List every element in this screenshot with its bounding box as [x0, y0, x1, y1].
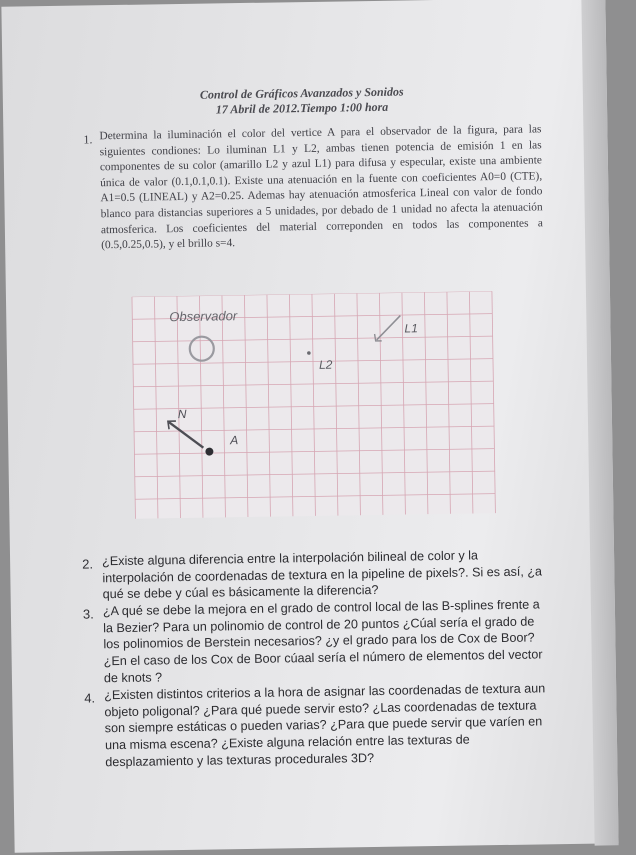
l1-label: L1 [404, 321, 418, 336]
l2-label: L2 [318, 357, 333, 372]
question-2-text: ¿Existe alguna diferencia entre la interpolación bilineal de color y la interpolación de coordenadas de textura en la pipeline de pixels?. Si es así, ¿a qué se debe y cúal es básicamente la diferencia? [102, 548, 543, 602]
question-1-text: Determina la iluminación el color del vertice A para el observador de la figura, para las siguientes condiones: Lo iluminan L1 y L2, ambas tienen potencia de emisión 1 en las componentes de su color (amarillo L2 y azul L1) para difusa y especular, existe una ambiente única de valor (0.1,0.1,0.1). Existe una atenuación en la fuente con coeficientes A0=0 (CTE), A1=0.5 (LINEAL) y A2=0.25. Ademas hay atenuación atmosferica Lineal con valor de fondo blanco para distancias superiores a 5 unidades, por debado de 1 unidad no afecta la atenuación atmosferica. Los coeficientes del material correponden en todos las componentes a (0.5,0.25,0.5), y el brillo s=4. [99, 123, 543, 252]
question-1-number: 1. [83, 132, 93, 147]
vertex-a-label: A [230, 433, 239, 448]
exam-sheet [1, 0, 618, 853]
observer-label: Observador [169, 308, 238, 325]
question-2-number: 2. [82, 556, 94, 572]
question-3-text: ¿A qué se debe la mejora en el grado de control local de las B-splines frente a la Bezier? Para un polinomio de control de 20 puntos ¿Cúal sería el grado de los polinomios de Berstein necesarios? ¿y el grado para los de Cox de Boor? ¿En el caso de los Cox de Boor cúaal sería el número de elementos del vector de knots ? [102, 597, 543, 686]
lighting-diagram [124, 291, 504, 529]
exam-date-time: 17 Abril de 2012.Tiempo 1:00 hora [215, 99, 389, 117]
question-4-text: ¿Existen distintos criterios a la hora de asignar las coordenadas de textura aun objeto poligonal? ¿Para qué puede servir esto? ¿Las coordenadas de textura son siempre estáticas o pueden varias? ¿Para que puede servir que varíen en una misma escena? ¿Existe alguna relación entre las texturas de desplazamiento y las texturas procedurales 3D? [104, 681, 546, 770]
question-4-number: 4. [84, 690, 96, 706]
normal-label: N [177, 406, 187, 422]
paper-edge [581, 0, 618, 846]
question-3-number: 3. [82, 606, 94, 622]
exam-title: Control de Gráficos Avanzados y Sonidos [199, 84, 404, 102]
